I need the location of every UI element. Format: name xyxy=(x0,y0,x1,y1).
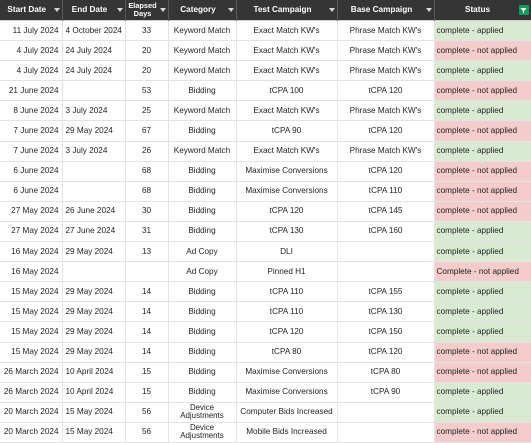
status-cell[interactable]: complete - not applied xyxy=(434,121,531,141)
filter-dropdown-icon[interactable] xyxy=(54,8,60,12)
base-campaign-cell[interactable]: Phrase Match KW's xyxy=(337,61,434,81)
table-row xyxy=(0,342,531,362)
base-campaign-cell[interactable]: tCPA 160 xyxy=(337,221,434,241)
header-row xyxy=(0,0,531,21)
base-campaign-cell[interactable]: tCPA 90 xyxy=(337,382,434,402)
category-cell[interactable]: Keyword Match xyxy=(168,41,236,61)
table-row xyxy=(0,282,531,302)
filter-dropdown-icon[interactable] xyxy=(228,8,234,12)
end-date-cell[interactable]: 24 July 2024 xyxy=(62,61,125,81)
status-cell[interactable]: complete - applied xyxy=(434,61,531,81)
base-campaign-cell[interactable]: tCPA 120 xyxy=(337,342,434,362)
elapsed-days-cell[interactable]: 31 xyxy=(125,221,168,241)
status-cell[interactable]: complete - applied xyxy=(434,302,531,322)
elapsed-days-cell[interactable]: 53 xyxy=(125,81,168,101)
start-date-cell[interactable]: 15 May 2024 xyxy=(0,342,62,362)
test-campaign-cell[interactable]: Pinned H1 xyxy=(236,262,337,282)
end-date-cell[interactable]: 27 June 2024 xyxy=(62,221,125,241)
table-row xyxy=(0,181,531,201)
header-test-campaign[interactable] xyxy=(236,0,337,21)
category-cell[interactable]: Bidding xyxy=(168,201,236,221)
test-campaign-cell[interactable]: tCPA 110 xyxy=(236,302,337,322)
elapsed-days-cell[interactable]: 25 xyxy=(125,101,168,121)
status-cell[interactable]: complete - applied xyxy=(434,101,531,121)
base-campaign-cell[interactable]: Phrase Match KW's xyxy=(337,41,434,61)
header-label: Test Campaign xyxy=(253,4,312,14)
table-row xyxy=(0,41,531,61)
elapsed-days-cell[interactable]: 33 xyxy=(125,21,168,41)
table-row xyxy=(0,61,531,81)
base-campaign-cell[interactable] xyxy=(337,262,434,282)
category-cell[interactable]: Bidding xyxy=(168,382,236,402)
status-cell[interactable]: complete - applied xyxy=(434,402,531,422)
end-date-cell[interactable]: 29 May 2024 xyxy=(62,282,125,302)
test-campaign-cell[interactable]: DLI xyxy=(236,242,337,262)
category-cell[interactable]: Keyword Match xyxy=(168,61,236,81)
status-cell[interactable]: complete - not applied xyxy=(434,422,531,442)
status-cell[interactable]: complete - not applied xyxy=(434,41,531,61)
status-cell[interactable]: complete - not applied xyxy=(434,362,531,382)
elapsed-days-cell[interactable]: 30 xyxy=(125,201,168,221)
test-campaign-cell[interactable]: Exact Match KW's xyxy=(236,101,337,121)
table-row xyxy=(0,21,531,41)
start-date-cell[interactable]: 6 June 2024 xyxy=(0,181,62,201)
start-date-cell[interactable]: 26 March 2024 xyxy=(0,362,62,382)
header-elapsed-days[interactable] xyxy=(125,0,168,21)
end-date-cell[interactable]: 24 July 2024 xyxy=(62,41,125,61)
table-row xyxy=(0,242,531,262)
end-date-cell[interactable]: 10 April 2024 xyxy=(62,362,125,382)
status-cell[interactable]: complete - applied xyxy=(434,322,531,342)
test-campaign-cell[interactable]: Exact Match KW's xyxy=(236,141,337,161)
status-cell[interactable]: complete - not applied xyxy=(434,342,531,362)
end-date-cell[interactable]: 3 July 2024 xyxy=(62,101,125,121)
start-date-cell[interactable]: 15 May 2024 xyxy=(0,282,62,302)
base-campaign-cell[interactable]: tCPA 120 xyxy=(337,81,434,101)
base-campaign-cell[interactable]: tCPA 130 xyxy=(337,302,434,322)
test-campaign-cell[interactable]: Maximise Conversions xyxy=(236,382,337,402)
test-campaign-cell[interactable]: tCPA 90 xyxy=(236,121,337,141)
table-row xyxy=(0,362,531,382)
start-date-cell[interactable]: 21 June 2024 xyxy=(0,81,62,101)
table-row xyxy=(0,302,531,322)
end-date-cell[interactable]: 29 May 2024 xyxy=(62,121,125,141)
end-date-cell[interactable]: 29 May 2024 xyxy=(62,302,125,322)
test-campaign-cell[interactable]: Maximise Conversions xyxy=(236,362,337,382)
end-date-cell[interactable]: 3 July 2024 xyxy=(62,141,125,161)
category-cell[interactable]: Bidding xyxy=(168,81,236,101)
elapsed-days-cell[interactable]: 15 xyxy=(125,382,168,402)
elapsed-days-cell[interactable]: 14 xyxy=(125,322,168,342)
table-row xyxy=(0,141,531,161)
elapsed-days-cell[interactable]: 67 xyxy=(125,121,168,141)
header-label: End Date xyxy=(71,4,108,14)
test-campaign-cell[interactable]: Maximise Conversions xyxy=(236,161,337,181)
start-date-cell[interactable]: 7 June 2024 xyxy=(0,121,62,141)
end-date-cell[interactable]: 26 June 2024 xyxy=(62,201,125,221)
elapsed-days-cell[interactable] xyxy=(125,262,168,282)
table-row xyxy=(0,101,531,121)
header-status[interactable] xyxy=(434,0,531,21)
category-cell[interactable]: Bidding xyxy=(168,362,236,382)
elapsed-days-cell[interactable]: 13 xyxy=(125,242,168,262)
end-date-cell[interactable] xyxy=(62,262,125,282)
category-cell[interactable]: Device Adjustments xyxy=(168,422,236,442)
test-campaign-cell[interactable]: Exact Match KW's xyxy=(236,61,337,81)
start-date-cell[interactable]: 4 July 2024 xyxy=(0,41,62,61)
elapsed-days-cell[interactable]: 68 xyxy=(125,181,168,201)
start-date-cell[interactable]: 7 June 2024 xyxy=(0,141,62,161)
end-date-cell[interactable]: 4 October 2024 xyxy=(62,21,125,41)
elapsed-days-cell[interactable]: 20 xyxy=(125,41,168,61)
end-date-cell[interactable] xyxy=(62,161,125,181)
elapsed-days-cell[interactable]: 14 xyxy=(125,342,168,362)
filter-dropdown-icon[interactable] xyxy=(329,8,335,12)
test-campaign-cell[interactable]: tCPA 80 xyxy=(236,342,337,362)
test-campaign-cell[interactable]: Exact Match KW's xyxy=(236,41,337,61)
test-campaign-cell[interactable]: tCPA 110 xyxy=(236,282,337,302)
start-date-cell[interactable]: 20 March 2024 xyxy=(0,422,62,442)
status-cell[interactable]: complete - not applied xyxy=(434,181,531,201)
table-row xyxy=(0,81,531,101)
header-label: Status xyxy=(464,4,491,14)
elapsed-days-cell[interactable]: 14 xyxy=(125,282,168,302)
status-cell[interactable]: complete - not applied xyxy=(434,201,531,221)
header-end-date[interactable] xyxy=(62,0,125,21)
elapsed-days-cell[interactable]: 15 xyxy=(125,362,168,382)
table-row xyxy=(0,422,531,442)
end-date-cell[interactable] xyxy=(62,181,125,201)
filter-dropdown-icon[interactable] xyxy=(426,8,432,12)
start-date-cell[interactable]: 8 June 2024 xyxy=(0,101,62,121)
start-date-cell[interactable]: 11 July 2024 xyxy=(0,21,62,41)
elapsed-days-cell[interactable]: 20 xyxy=(125,61,168,81)
table-row xyxy=(0,161,531,181)
table-row xyxy=(0,121,531,141)
elapsed-days-cell[interactable]: 26 xyxy=(125,141,168,161)
category-cell[interactable]: Ad Copy xyxy=(168,262,236,282)
filter-dropdown-icon[interactable] xyxy=(160,8,166,12)
end-date-cell[interactable]: 15 May 2024 xyxy=(62,422,125,442)
test-campaign-cell[interactable]: tCPA 100 xyxy=(236,81,337,101)
header-label: Start Date xyxy=(7,4,47,14)
base-campaign-cell[interactable]: Phrase Match KW's xyxy=(337,101,434,121)
start-date-cell[interactable]: 26 March 2024 xyxy=(0,382,62,402)
category-cell[interactable]: Bidding xyxy=(168,121,236,141)
category-cell[interactable]: Keyword Match xyxy=(168,101,236,121)
status-cell[interactable]: complete - applied xyxy=(434,282,531,302)
category-cell[interactable]: Bidding xyxy=(168,302,236,322)
status-cell[interactable]: Complete - not applied xyxy=(434,262,531,282)
category-cell[interactable]: Bidding xyxy=(168,161,236,181)
header-label: Elapsed Days xyxy=(128,0,157,18)
start-date-cell[interactable]: 20 March 2024 xyxy=(0,402,62,422)
start-date-cell[interactable]: 16 May 2024 xyxy=(0,242,62,262)
base-campaign-cell[interactable]: tCPA 150 xyxy=(337,322,434,342)
start-date-cell[interactable]: 15 May 2024 xyxy=(0,322,62,342)
table-row xyxy=(0,382,531,402)
base-campaign-cell[interactable]: Phrase Match KW's xyxy=(337,21,434,41)
status-cell[interactable]: complete - not applied xyxy=(434,161,531,181)
start-date-cell[interactable]: 15 May 2024 xyxy=(0,302,62,322)
test-campaign-cell[interactable]: tCPA 120 xyxy=(236,201,337,221)
end-date-cell[interactable]: 29 May 2024 xyxy=(62,322,125,342)
status-cell[interactable]: complete - applied xyxy=(434,242,531,262)
category-cell[interactable]: Bidding xyxy=(168,282,236,302)
table-row xyxy=(0,221,531,241)
start-date-cell[interactable]: 4 July 2024 xyxy=(0,61,62,81)
test-campaign-cell[interactable]: Maximise Conversions xyxy=(236,181,337,201)
test-campaign-cell[interactable]: Mobile Bids Increased xyxy=(236,422,337,442)
base-campaign-cell[interactable]: tCPA 110 xyxy=(337,181,434,201)
category-cell[interactable]: Keyword Match xyxy=(168,141,236,161)
active-filter-icon[interactable] xyxy=(519,5,529,15)
elapsed-days-cell[interactable]: 68 xyxy=(125,161,168,181)
end-date-cell[interactable]: 15 May 2024 xyxy=(62,402,125,422)
header-start-date[interactable] xyxy=(0,0,62,21)
start-date-cell[interactable]: 6 June 2024 xyxy=(0,161,62,181)
base-campaign-cell[interactable] xyxy=(337,422,434,442)
base-campaign-cell[interactable] xyxy=(337,402,434,422)
test-campaign-cell[interactable]: Computer Bids Increased xyxy=(236,402,337,422)
status-cell[interactable]: complete - applied xyxy=(434,21,531,41)
table-row xyxy=(0,201,531,221)
test-campaign-cell[interactable]: tCPA 120 xyxy=(236,322,337,342)
base-campaign-cell[interactable]: tCPA 120 xyxy=(337,161,434,181)
base-campaign-cell[interactable]: tCPA 80 xyxy=(337,362,434,382)
start-date-cell[interactable]: 27 May 2024 xyxy=(0,201,62,221)
test-campaign-cell[interactable]: tCPA 130 xyxy=(236,221,337,241)
status-cell[interactable]: complete - applied xyxy=(434,141,531,161)
table-row xyxy=(0,402,531,422)
elapsed-days-cell[interactable]: 56 xyxy=(125,422,168,442)
category-cell[interactable]: Bidding xyxy=(168,221,236,241)
status-cell[interactable]: complete - not applied xyxy=(434,81,531,101)
base-campaign-cell[interactable]: tCPA 155 xyxy=(337,282,434,302)
elapsed-days-cell[interactable]: 56 xyxy=(125,402,168,422)
header-label: Category xyxy=(180,4,216,14)
table-row xyxy=(0,262,531,282)
test-campaign-cell[interactable]: Exact Match KW's xyxy=(236,21,337,41)
start-date-cell[interactable]: 27 May 2024 xyxy=(0,221,62,241)
category-cell[interactable]: Bidding xyxy=(168,181,236,201)
base-campaign-cell[interactable]: tCPA 145 xyxy=(337,201,434,221)
category-cell[interactable]: Device Adjustments xyxy=(168,402,236,422)
status-cell[interactable]: complete - applied xyxy=(434,382,531,402)
elapsed-days-cell[interactable]: 14 xyxy=(125,302,168,322)
base-campaign-cell[interactable]: Phrase Match KW's xyxy=(337,141,434,161)
category-cell[interactable]: Keyword Match xyxy=(168,21,236,41)
end-date-cell[interactable]: 29 May 2024 xyxy=(62,342,125,362)
end-date-cell[interactable]: 10 April 2024 xyxy=(62,382,125,402)
header-label: Base Campaign xyxy=(350,4,413,14)
base-campaign-cell[interactable] xyxy=(337,242,434,262)
end-date-cell[interactable]: 29 May 2024 xyxy=(62,242,125,262)
table-row xyxy=(0,322,531,342)
filter-dropdown-icon[interactable] xyxy=(117,8,123,12)
base-campaign-cell[interactable]: tCPA 120 xyxy=(337,121,434,141)
category-cell[interactable]: Bidding xyxy=(168,322,236,342)
status-cell[interactable]: complete - applied xyxy=(434,221,531,241)
start-date-cell[interactable]: 16 May 2024 xyxy=(0,262,62,282)
category-cell[interactable]: Ad Copy xyxy=(168,242,236,262)
end-date-cell[interactable] xyxy=(62,81,125,101)
category-cell[interactable]: Bidding xyxy=(168,342,236,362)
header-category[interactable] xyxy=(168,0,236,21)
header-base-campaign[interactable] xyxy=(337,0,434,21)
